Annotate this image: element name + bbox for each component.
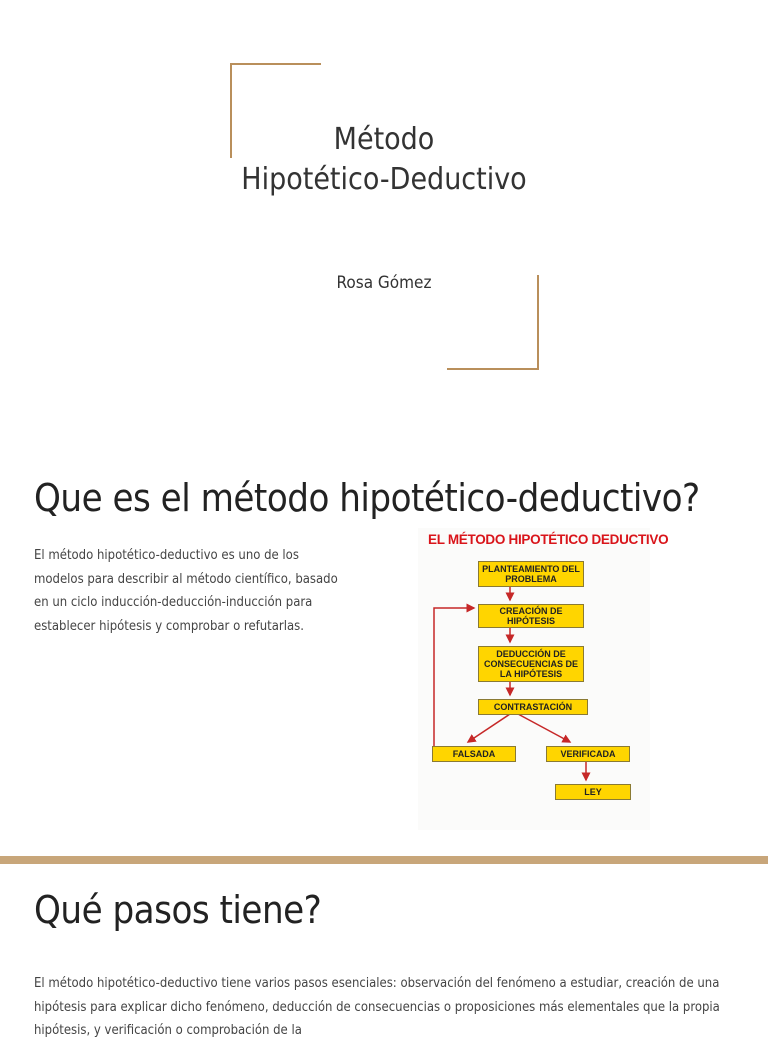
step-planteamiento: PLANTEAMIENTO DEL PROBLEMA: [478, 561, 584, 587]
step-verificada: VERIFICADA: [546, 746, 630, 762]
step-contrastacion: CONTRASTACIÓN: [478, 699, 588, 715]
step-falsada: FALSADA: [432, 746, 516, 762]
definition-paragraph: El método hipotético-deductivo es uno de los modelos para describir al método científico, basado en un ciclo inducción-deducción-inducción para establecer hipótesis y comprobar o refutarlas.: [34, 548, 338, 634]
steps-slide: [0, 864, 768, 1038]
author-name: Rosa Gómez: [336, 273, 432, 293]
arrow-contrastacion-verificada: [518, 714, 570, 742]
method-diagram: [418, 528, 669, 830]
frame-line-bottom: [447, 368, 539, 370]
title-slide: [0, 0, 768, 420]
definition-slide: [0, 440, 768, 856]
slide-divider: [0, 856, 768, 864]
diagram-title: EL MÉTODO HIPOTÉTICO DEDUCTIVO: [428, 532, 669, 547]
presentation-title: [200, 120, 568, 200]
step-creacion: CREACIÓN DE HIPÓTESIS: [478, 604, 584, 628]
slide-heading: Que es el método hipotético-deductivo?: [34, 476, 700, 520]
slide-heading: Qué pasos tiene?: [34, 888, 322, 932]
step-ley: LEY: [555, 784, 631, 800]
step-deduccion: DEDUCCIÓN DE CONSECUENCIAS DE LA HIPÓTESIS: [478, 646, 584, 682]
title-line-1: Método: [333, 122, 435, 157]
frame-line-top: [230, 63, 321, 65]
arrow-falsada-loop: [434, 608, 474, 752]
title-line-2: Hipotético-Deductivo: [241, 162, 527, 197]
arrow-contrastacion-falsada: [468, 714, 510, 742]
steps-paragraph: El método hipotético-deductivo tiene varios pasos esenciales: observación del fenómeno a estudiar, creación de una hipótesis para explicar dicho fenómeno, deducción de consecuencias o proposiciones más elementales que la propia hipótesis, y verificación o comprobación de la: [34, 976, 720, 1038]
